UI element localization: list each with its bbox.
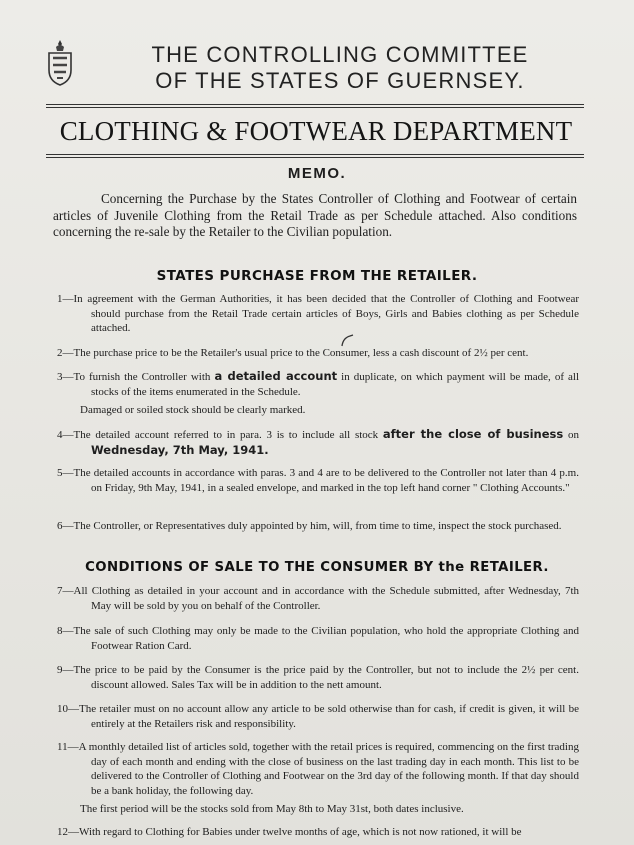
memo-title: MEMO. bbox=[287, 165, 347, 182]
paragraph-5: 5—The detailed accounts in accordance with paras. 3 and 4 are to be delivered to the Controller not later than 4 p.m. on Friday, 9th May, 1941, in a sealed envelope, and marked in the top left hand corner " Clothing Accounts." bbox=[57, 467, 579, 494]
paragraph-3 bbox=[57, 369, 579, 399]
paragraph-8: 8—The sale of such Clothing may only be made to the Civilian population, who hold the appropriate Clothing and Footwear Ration Card. bbox=[57, 625, 579, 652]
pencil-mark-icon bbox=[340, 333, 354, 347]
paragraph-3-note: Damaged or soiled stock should be clearly marked. bbox=[80, 404, 306, 416]
section-heading-conditions: CONDITIONS OF SALE TO THE CONSUMER BY the RETAILER. bbox=[85, 560, 549, 575]
paragraph-4-emphasis-1: after the close of business bbox=[382, 427, 564, 441]
top-rule-thin bbox=[46, 107, 584, 108]
paragraph-3-emphasis: a detailed account bbox=[214, 369, 338, 383]
department-title: CLOTHING & FOOTWEAR DEPARTMENT bbox=[59, 116, 573, 146]
bottom-rule bbox=[46, 154, 584, 155]
paragraph-2: 2—The purchase price to be the Retailer's usual price to the Consumer, less a cash discount of 2½ per cent. bbox=[57, 347, 529, 359]
header-line-1: THE CONTROLLING COMMITTEE bbox=[151, 42, 529, 67]
committee-header bbox=[90, 42, 590, 94]
paragraph-4-emphasis-2: Wednesday, 7th May, 1941. bbox=[91, 442, 269, 457]
guernsey-crest-icon bbox=[47, 38, 73, 86]
top-rule bbox=[46, 104, 584, 105]
paragraph-9: 9—The price to be paid by the Consumer is the price paid by the Controller, but not to include the 2½ per cent. discount allowed. Sales Tax will be in addition to the nett amount. bbox=[57, 664, 579, 691]
paragraph-11: 11—A monthly detailed list of articles sold, together with the retail prices is required, commencing on the first trading day of each month and ending with the close of business on the last trading day in each month. This list to be delivered to the Controller of Clothing and Footwear on the 3rd day of the following month. If that day should be a bank holiday, the following day. bbox=[57, 741, 579, 797]
paragraph-4-text-start: 4—The detailed account referred to in para. 3 is to include all stock bbox=[57, 429, 383, 441]
paragraph-12: 12—With regard to Clothing for Babies under twelve months of age, which is not now rationed, it will be bbox=[57, 826, 522, 838]
paragraph-7: 7—All Clothing as detailed in your account and in accordance with the Schedule submitted, after Wednesday, 7th May will be sold by you on behalf of the Controller. bbox=[57, 585, 579, 612]
bottom-rule-thin bbox=[46, 157, 584, 158]
paragraph-3-text-start: 3—To furnish the Controller with bbox=[57, 371, 215, 383]
paragraph-4-text-mid: on bbox=[563, 429, 579, 441]
header-line-2: OF THE STATES OF GUERNSEY. bbox=[155, 68, 525, 93]
paragraph-6: 6—The Controller, or Representatives duly appointed by him, will, from time to time, inspect the stock purchased. bbox=[57, 520, 562, 532]
section-heading-purchase: STATES PURCHASE FROM THE RETAILER. bbox=[156, 268, 478, 284]
paragraph-4 bbox=[57, 427, 579, 458]
paragraph-11-note: The first period will be the stocks sold from May 8th to May 31st, both dates inclusive. bbox=[80, 803, 464, 815]
paragraph-1: 1—In agreement with the German Authorities, it has been decided that the Controller of Clothing and Footwear should purchase from the Retail Trade certain articles of Boys, Girls and Babies clothing as per Schedule attached. bbox=[57, 293, 579, 334]
memo-intro: Concerning the Purchase by the States Controller of Clothing and Footwear of certain articles of Juvenile Clothing from the Retail Trade as per Schedule attached. Also conditions concerning the re-sale by the Retailer to the Civilian population. bbox=[53, 191, 577, 239]
paragraph-3-text-end: in duplicate, on which payment will be made, of all stocks of the items enumerated in the Schedule. bbox=[91, 371, 580, 398]
paragraph-10: 10—The retailer must on no account allow any article to be sold otherwise than for cash, if credit is given, it will be entirely at the Retailers risk and responsibility. bbox=[57, 703, 579, 730]
